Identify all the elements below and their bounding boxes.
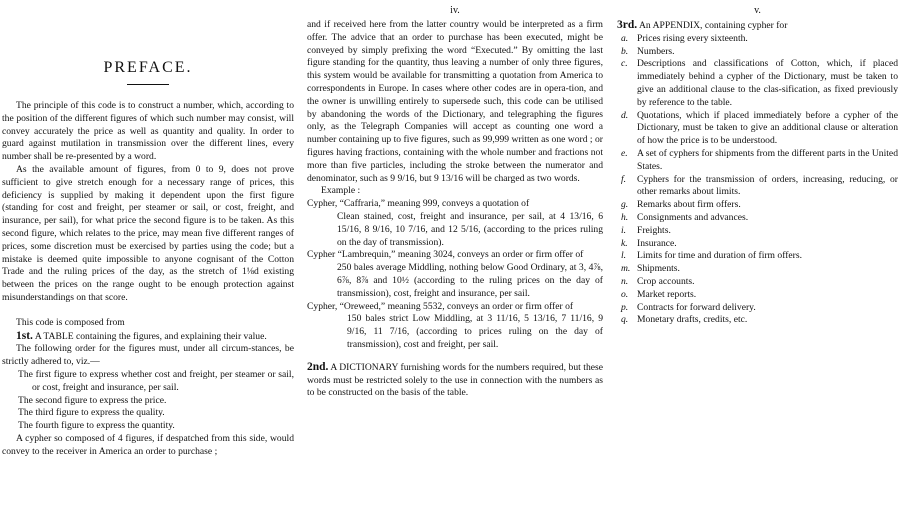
- appendix-item-text: Insurance.: [637, 237, 677, 249]
- appendix-item: [617, 225, 898, 238]
- second-component: [307, 361, 603, 400]
- appendix-item-letter: l.: [621, 250, 627, 262]
- appendix-item-letter: c.: [621, 58, 628, 70]
- appendix-item-letter: q.: [621, 314, 629, 326]
- appendix-list: [617, 33, 898, 327]
- appendix-item-letter: p.: [621, 301, 629, 313]
- preface-paragraph-1: The principle of this code is to construct a number, which, according to the position of the different figures of which such number may consist, will convey accurately the price as well as quantity and quality. In order to guard against mutilation in transmission over the different lines, every number shall be re-presented by a word.: [2, 100, 294, 163]
- second-component-text: A DICTIONARY furnishing words for the numbers required, but these words must be restricted solely to the use in connection with the numbers as to be constructed on the basis of the table.: [307, 361, 603, 399]
- appendix-item: [617, 238, 898, 251]
- appendix-item-letter: m.: [621, 263, 631, 275]
- appendix-item-text: Monetary drafts, credits, etc.: [637, 314, 748, 326]
- first-component: [2, 330, 294, 344]
- appendix-item: [617, 33, 898, 46]
- page-v-column: [617, 0, 898, 327]
- preface-column: [2, 0, 294, 459]
- third-component-text: An APPENDIX, containing cypher for: [639, 20, 788, 31]
- appendix-item-letter: k.: [621, 237, 628, 249]
- appendix-item: [617, 289, 898, 302]
- appendix-item: [617, 314, 898, 327]
- appendix-item-text: Limits for time and duration of firm offers.: [637, 250, 803, 262]
- appendix-item-letter: h.: [621, 211, 629, 223]
- appendix-item-letter: b.: [621, 45, 629, 57]
- third-component-number: 3rd.: [617, 19, 638, 31]
- first-component-text: A TABLE containing the figures, and explaining their value.: [34, 330, 267, 342]
- appendix-item: [617, 58, 898, 109]
- appendix-item-letter: e.: [621, 147, 628, 159]
- appendix-item-text: Quotations, which if placed immediately before a cypher of the Dictionary, must be taken to give an additional clause or alteration of how the price is to be understood.: [637, 109, 898, 147]
- appendix-item-text: Cyphers for the transmission of orders, increasing, reducing, or other remarks about limits.: [637, 173, 898, 198]
- appendix-item: [617, 263, 898, 276]
- appendix-item-text: Freights.: [637, 224, 671, 236]
- appendix-item: [617, 250, 898, 263]
- appendix-item: [617, 302, 898, 315]
- page-iv-column: [307, 0, 603, 400]
- second-component-number: 2nd.: [307, 360, 329, 373]
- appendix-item-text: Prices rising every sixteenth.: [637, 32, 748, 44]
- figure-rule-2: The second figure to express the price.: [18, 394, 167, 406]
- example-2-head: Cypher “Lambrequin,” meaning 3024, conveys an order or firm offer of: [307, 249, 584, 261]
- appendix-item-text: Remarks about firm offers.: [637, 199, 741, 211]
- appendix-item: [617, 110, 898, 148]
- example-3-body: 150 bales strict Low Middling, at 3 11/16, 5 13/16, 7 11/16, 9 9/16, 11 7/16, (according to prices ruling on the day of transmission), cost and freight, per sail.: [347, 313, 603, 350]
- page-title: PREFACE.: [103, 59, 193, 76]
- example-3-head: Cypher, “Oreweed,” meaning 5532, conveys an order or firm offer of: [307, 300, 574, 312]
- appendix-item-text: Market reports.: [637, 288, 697, 300]
- appendix-item: [617, 46, 898, 59]
- continuation-paragraph: and if received here from the latter country would be interpreted as a firm offer. The advice that an order to purchase has been executed, might be conveyed by simply prefixing the word “Executed.” By omitting the last figure standing for the quantity, thus leaving a number of only three figures, this system would be available for transmitting a quotation from America to correspondents in Europe. In cases where other codes are in opera-tion, and the owner is unwilling entirely to supersede such, this code can be utilised by abandoning the words of the Dictionary, and telegraphing the figures only, as the Telegraph Companies will accept as counting one word a number containing up to five figures, such as 99,999 written as one word ; or figures having fractions, containing with the whole number and fractions not more than five particles, including the stroke between the numerator and denominator, such as 9 9/16, but 9 13/16 will be charged as two words.: [307, 19, 603, 184]
- title-divider: [127, 84, 169, 85]
- composition-intro: This code is composed from: [16, 316, 125, 328]
- figure-rule-4: The fourth figure to express the quantity.: [18, 420, 175, 432]
- cypher-paragraph: A cypher so composed of 4 figures, if despatched from this side, would convey to the receiver in America an order to purchase ;: [2, 432, 294, 457]
- preface-paragraph-2: As the available amount of figures, from 0 to 9, does not prove sufficient to give stretch enough for a necessary range of prices, this deficiency is supplied by making it dependent upon the first figure (standing for cost and freight, per steamer or sail, or cost, freight, and insurance, per sail), for what price the second figure is to be taken. As this second figure, which relates to the price, may mean five different ranges of prices, some discretion must be exercised by parties using the code; but a mistake is deemed quite impossible to anyone cognisant of the Cotton Trade and the ruling prices of the day, as the stretch of 1⅛d existing between the prices on the range ought to be enough protection against misunderstandings on that score.: [2, 163, 294, 303]
- appendix-item-letter: o.: [621, 288, 629, 300]
- appendix-item: [617, 212, 898, 225]
- appendix-item-letter: g.: [621, 199, 629, 211]
- appendix-item-text: Consignments and advances.: [637, 211, 749, 223]
- example-1-body: Clean stained, cost, freight and insurance, per sail, at 4 13/16, 6 15/16, 8 9/16, 10 7/16, and 12 5/16, (according to the prices ruling on the day of transmission).: [337, 210, 603, 248]
- appendix-item: [617, 199, 898, 212]
- first-component-number: 1st.: [16, 329, 33, 342]
- order-paragraph: The following order for the figures must, under all circum-stances, be strictly adhered to, viz.—: [2, 343, 294, 368]
- appendix-item-text: A set of cyphers for shipments from the different parts in the United States.: [637, 147, 898, 172]
- appendix-item-letter: i.: [621, 224, 627, 236]
- example-1-head: Cypher, “Caffraria,” meaning 999, conveys a quotation of: [307, 198, 530, 210]
- appendix-item: [617, 174, 898, 200]
- appendix-item-letter: a.: [621, 32, 629, 44]
- appendix-item-text: Contracts for forward delivery.: [637, 301, 756, 313]
- appendix-item-text: Descriptions and classifications of Cotton, which, if placed immediately behind a cypher of the Dictionary, must be taken to give an additional clause to the clas-sification, as fixed previously by reference to the table.: [637, 58, 898, 108]
- page-number-iv: iv.: [450, 5, 460, 16]
- figure-rule-3: The third figure to express the quality.: [18, 407, 165, 419]
- appendix-item-letter: n.: [621, 275, 629, 287]
- appendix-item-text: Shipments.: [637, 263, 680, 275]
- appendix-item-text: Numbers.: [637, 45, 675, 57]
- example-2-body: 250 bales average Middling, nothing below Good Ordinary, at 3, 4⅞, 6⅞, 8⅞ and 10½ (according to the ruling prices on the day of transmission), cost, freight and insurance, per sail.: [337, 262, 603, 299]
- appendix-item-letter: f.: [621, 173, 627, 185]
- figure-rule-1: The first figure to express whether cost and freight, per steamer or sail, or cost, freight and insurance, per sail.: [18, 368, 294, 393]
- appendix-item-text: Crop accounts.: [637, 275, 695, 287]
- appendix-item: [617, 148, 898, 174]
- example-label: Example :: [321, 185, 361, 197]
- page-number-v: v.: [754, 5, 761, 16]
- third-component: [617, 19, 898, 33]
- appendix-item: [617, 276, 898, 289]
- appendix-item-letter: d.: [621, 109, 629, 121]
